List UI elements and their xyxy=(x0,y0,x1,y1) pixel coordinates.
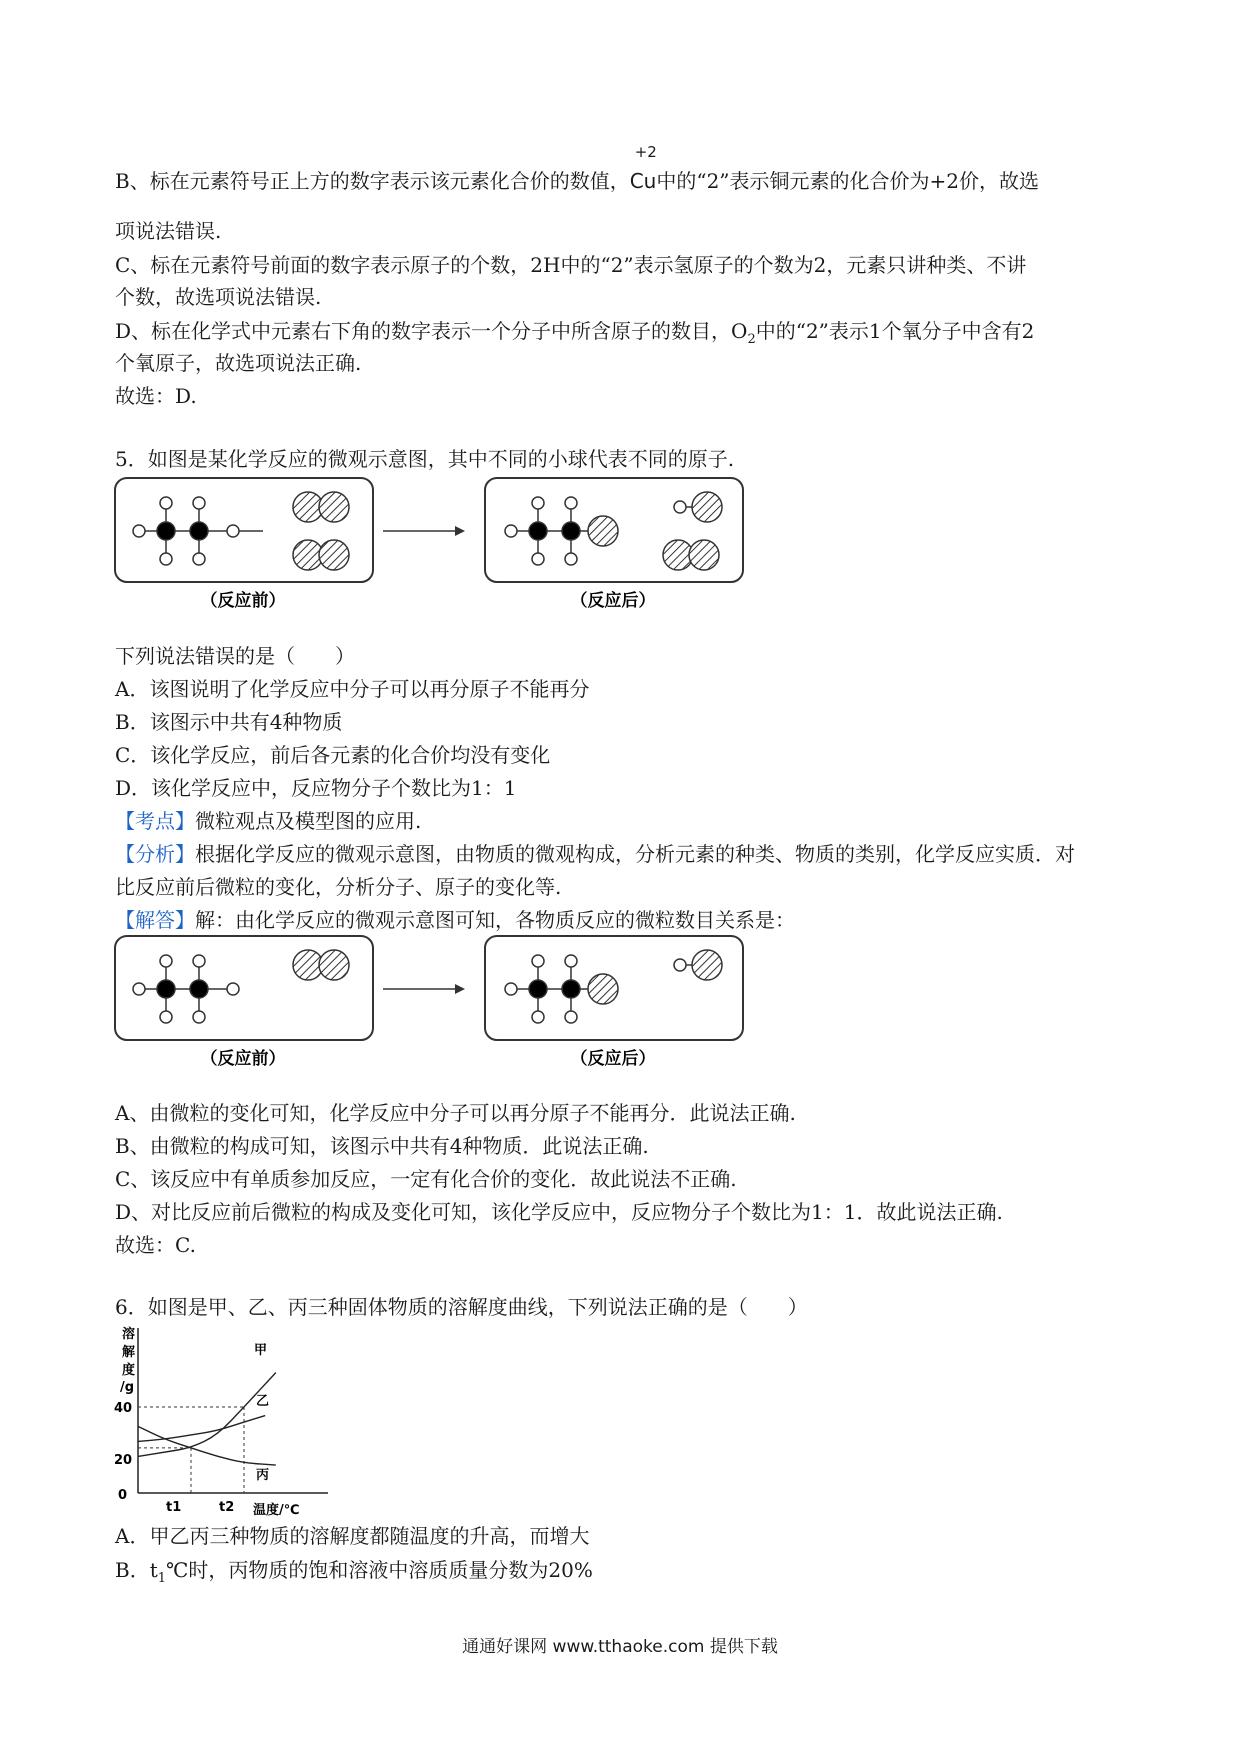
q5-question: 下列说法错误的是（ ） xyxy=(115,644,355,668)
q5-reaction-diagram-2 xyxy=(113,934,793,1074)
q6-stem: 6．如图是甲、乙、丙三种固体物质的溶解度曲线，下列说法正确的是（ ） xyxy=(115,1295,808,1319)
label-bing: 丙 xyxy=(256,1468,270,1483)
q4-option-b-line2: 项说法错误. xyxy=(115,219,222,243)
kaodian-tag: 【考点】 xyxy=(115,809,195,833)
after-label-2: （反应后） xyxy=(570,1049,656,1069)
solubility-chart xyxy=(108,1318,348,1518)
label-jia: 甲 xyxy=(254,1343,268,1358)
ylabel-char-1: 溶 xyxy=(122,1327,136,1342)
ylabel-char-4: /g xyxy=(120,1380,135,1395)
q5-answer-b: B、由微粒的构成可知，该图示中共有4种物质．此说法正确. xyxy=(115,1134,649,1158)
ylabel-char-2: 解 xyxy=(122,1345,136,1360)
q4-option-b-line1: B、标在元素符号正上方的数字表示该元素化合价的数值， +2 Cu中的“2”表示铜元素的化合价为+2价，故选 xyxy=(115,143,1039,193)
ytick-0: 0 xyxy=(118,1488,128,1503)
xtick-t1: t1 xyxy=(166,1500,182,1515)
q5-answer-d: D、对比反应前后微粒的构成及变化可知，该化学反应中，反应物分子个数比为1：1．故此说法正确. xyxy=(115,1200,1003,1224)
q5-option-a: A．该图说明了化学反应中分子可以再分原子不能再分 xyxy=(115,677,590,701)
fenxi-tag: 【分析】 xyxy=(115,842,195,866)
q5-answer-a: A、由微粒的变化可知，化学反应中分子可以再分原子不能再分．此说法正确. xyxy=(115,1101,796,1125)
label-yi: 乙 xyxy=(256,1394,270,1409)
q6-option-a: A．甲乙丙三种物质的溶解度都随温度的升高，而增大 xyxy=(115,1524,590,1548)
q4-option-d-line2: 个氧原子，故选项说法正确. xyxy=(115,351,362,375)
q5-answer-c: C、该反应中有单质参加反应，一定有化合价的变化．故此说法不正确. xyxy=(115,1167,737,1191)
q4-option-c-line2: 个数，故选项说法错误. xyxy=(115,285,322,309)
jieda-tag: 【解答】 xyxy=(115,908,195,932)
before-label: （反应前） xyxy=(200,591,286,611)
q4-answer: 故选：D. xyxy=(115,384,197,408)
q5-fenxi-line2: 比反应前后微粒的变化，分析分子、原子的变化等. xyxy=(115,875,562,899)
q5-stem: 5．如图是某化学反应的微观示意图，其中不同的小球代表不同的原子. xyxy=(115,447,735,471)
series-line-1 xyxy=(138,1373,276,1457)
xtick-t2: t2 xyxy=(219,1500,235,1515)
q5-option-c: C．该化学反应，前后各元素的化合价均没有变化 xyxy=(115,743,551,767)
ytick-40: 40 xyxy=(114,1401,133,1416)
q5-option-b: B．该图示中共有4种物质 xyxy=(115,710,343,734)
q5-jieda: 【解答】解：由化学反应的微观示意图可知，各物质反应的微粒数目关系是： xyxy=(115,908,795,932)
q4-option-c-line1: C、标在元素符号前面的数字表示原子的个数，2H中的“2”表示氢原子的个数为2，元素只讲种类、不讲 xyxy=(115,253,1027,277)
after-label: （反应后） xyxy=(570,591,656,611)
q5-fenxi-line1: 【分析】根据化学反应的微观示意图，由物质的微观构成，分析元素的种类、物质的类别，化学反应实质．对 xyxy=(115,842,1075,866)
series-line-2 xyxy=(138,1416,265,1442)
ylabel-char-3: 度 xyxy=(122,1363,136,1378)
q5-kaodian: 【考点】微粒观点及模型图的应用. xyxy=(115,809,422,833)
x-axis-label: 温度/℃ xyxy=(253,1503,300,1518)
page-footer: 通通好课网 www.tthaoke.com 提供下载 xyxy=(462,1637,778,1657)
q4-option-d-line1: D、标在化学式中元素右下角的数字表示一个分子中所含原子的数目，$O_2$中的“2”表示1个氧分子中含有2 xyxy=(115,319,1035,347)
before-label-2: （反应前） xyxy=(200,1049,286,1069)
q5-option-d: D．该化学反应中，反应物分子个数比为1：1 xyxy=(115,776,517,800)
q5-final-answer: 故选：C. xyxy=(115,1233,196,1257)
q6-option-b: B．$t_1℃$时，丙物质的饱和溶液中溶质质量分数为20% xyxy=(115,1558,593,1586)
q5-reaction-diagram-1 xyxy=(113,476,793,616)
cu-valence-notation: +2 Cu xyxy=(629,143,657,193)
ytick-20: 20 xyxy=(114,1453,133,1468)
